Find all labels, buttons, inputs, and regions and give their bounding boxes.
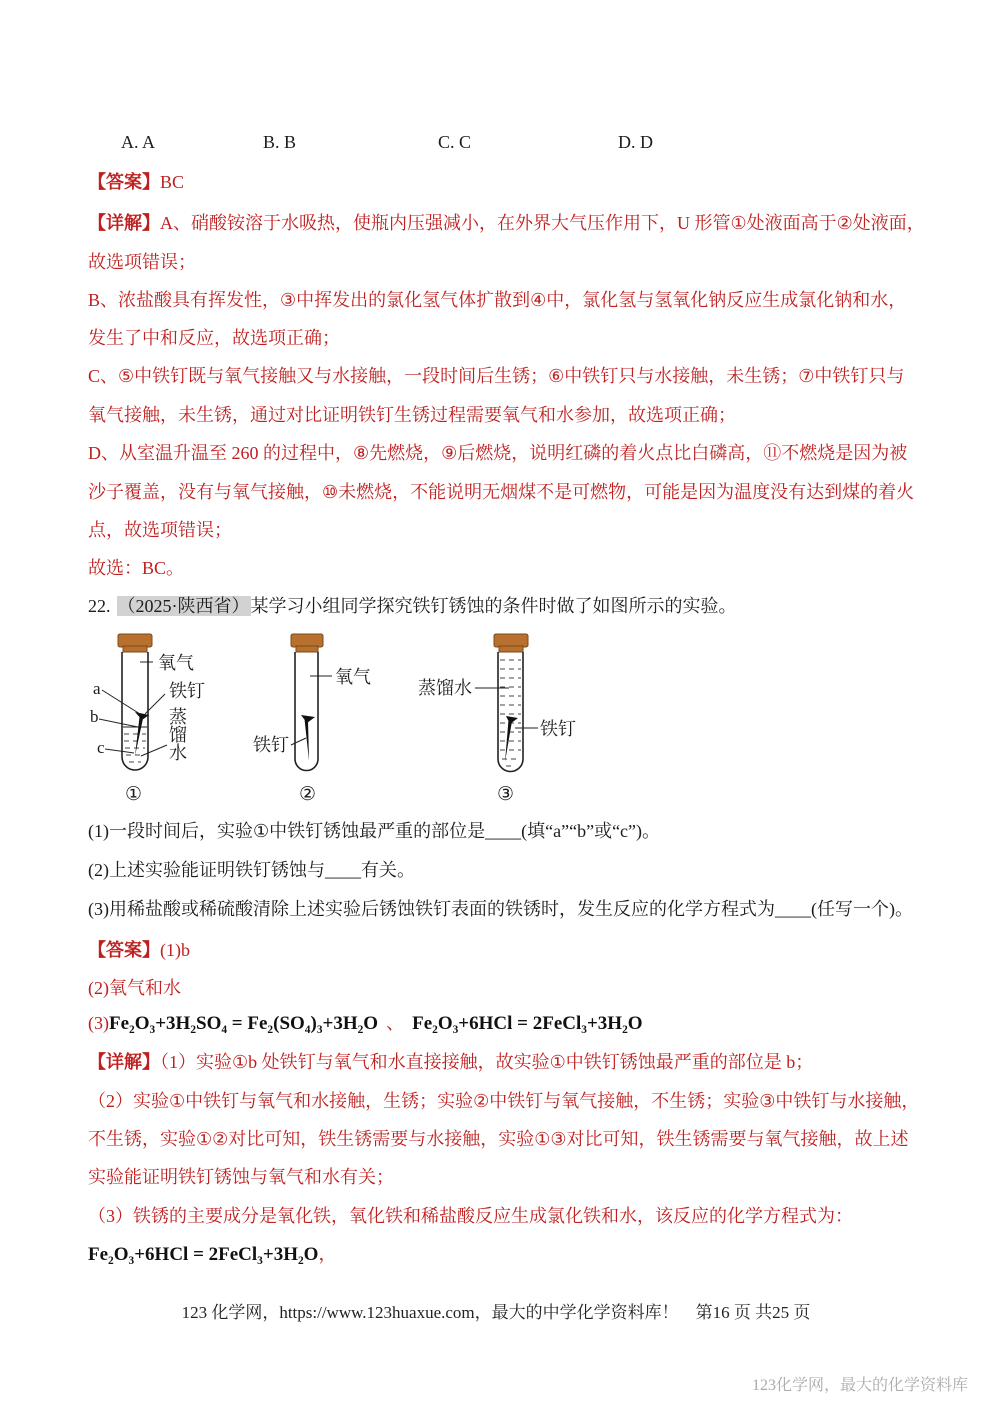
- label-water-1-char1: 蒸: [169, 707, 187, 727]
- q21-conclusion-line: 故选：BC。: [88, 558, 185, 578]
- tube-1-caption: ①: [125, 784, 143, 805]
- label-water-1-char2: 馏: [169, 725, 187, 745]
- cork-3-icon: [494, 634, 528, 647]
- detail-text: A、硝酸铵溶于水吸热，使瓶内压强减小，在外界大气压作用下，U 形管①处液面高于②处液面，: [160, 213, 925, 233]
- question-stem: 某学习小组同学探究铁钉锈蚀的条件时做了如图所示的实验。: [250, 596, 737, 616]
- label-water-1-char3: 水: [169, 743, 187, 763]
- q22-answer-line-2: (2)氧气和水: [88, 978, 181, 998]
- q21-detail-line-2: 故选项错误；: [88, 252, 196, 272]
- q21-detail-line-6: 氧气接触，未生锈，通过对比证明铁钉生锈过程需要氧气和水参加，故选项正确；: [88, 405, 736, 425]
- q22-answer-line-1: [88, 939, 190, 961]
- sub-question-3: (3)用稀盐酸或稀硫酸清除上述实验后锈蚀铁钉表面的铁锈时，发生反应的化学方程式为____(任写一个)。: [88, 899, 913, 919]
- sub-question-2: (2)上述实验能证明铁钉锈蚀与____有关。: [88, 860, 415, 880]
- detail-label: 【详解】: [88, 213, 160, 233]
- tube-3-glass: [498, 652, 523, 772]
- cork-1-icon: [118, 634, 152, 647]
- water-dashes-1: [124, 734, 146, 762]
- pointer-c: [105, 749, 134, 753]
- label-water-3: 蒸馏水: [418, 678, 472, 698]
- tube-3-caption: ③: [497, 784, 515, 805]
- test-tube-1: [90, 634, 205, 805]
- label-nail-2: 铁钉: [253, 735, 289, 755]
- pointer-b: [99, 719, 138, 727]
- label-point-b: b: [90, 707, 99, 726]
- q22-answer-line-3: [88, 1012, 643, 1035]
- q22-stem-line: [88, 595, 737, 617]
- cork-2-lip-icon: [296, 646, 318, 652]
- q21-detail-line-3: B、浓盐酸具有挥发性，③中挥发出的氯化氢气体扩散到④中，氯化氢与氢氧化钠反应生成氯化钠和水，: [88, 290, 907, 310]
- label-oxygen-2: 氧气: [335, 667, 371, 687]
- q22-detail-line-2: （2）实验①中铁钉与氧气和水接触，生锈；实验②中铁钉与氧气接触，不生锈；实验③中铁钉与水接触，: [88, 1091, 920, 1111]
- q21-detail-line-8: 沙子覆盖，没有与氧气接触，⑩未燃烧，不能说明无烟煤不是可燃物，可能是因为温度没有达到煤的着火: [88, 482, 915, 502]
- water-dashes-3: [500, 660, 521, 766]
- option-c: C. C: [438, 132, 472, 152]
- label-nail-3: 铁钉: [540, 719, 576, 739]
- q21-answer-line: [88, 171, 184, 193]
- experiment-diagram: [85, 630, 605, 820]
- q21-detail-line-1: [88, 212, 925, 234]
- pointer-water-1: [141, 745, 167, 756]
- q22-detail-line-4: 实验能证明铁钉锈蚀与氧气和水有关；: [88, 1167, 394, 1187]
- answer-label: 【答案】: [88, 172, 160, 192]
- answer-1-value: (1)b: [160, 940, 190, 960]
- label-point-c: c: [97, 738, 105, 757]
- chem-equation-1: Fe₂O₃+3H₂SO₄ = Fe₂(SO₄)₃+3H₂O: [109, 1013, 379, 1034]
- equation-separator: 、: [386, 1013, 405, 1033]
- chem-equation-final: Fe₂O₃+6HCl = 2FeCl₃+3H₂O: [88, 1244, 319, 1265]
- answer-3-prefix: (3): [88, 1013, 109, 1033]
- tube-2-glass: [295, 652, 318, 771]
- test-tube-3: [418, 634, 576, 805]
- test-tube-2: [253, 634, 371, 805]
- label-point-a: a: [93, 679, 101, 698]
- pointer-nail-2: [291, 738, 306, 745]
- answer-label: 【答案】: [88, 940, 160, 960]
- q21-detail-line-9: 点，故选项错误；: [88, 520, 232, 540]
- cork-1-lip-icon: [123, 646, 147, 652]
- cork-2-icon: [291, 634, 323, 647]
- detail-label: 【详解】: [88, 1052, 160, 1072]
- pointer-a: [102, 690, 140, 714]
- iron-nail-2-icon: [301, 715, 315, 761]
- option-d: D. D: [618, 132, 653, 152]
- sub-question-1: (1)一段时间后，实验①中铁钉锈蚀最严重的部位是____(填“a”“b”或“c”)。: [88, 821, 661, 841]
- label-nail-1: 铁钉: [169, 681, 205, 701]
- option-b: B. B: [263, 132, 297, 152]
- option-a: A. A: [121, 132, 156, 152]
- question-source-badge: （2025·陕西省）: [117, 596, 250, 616]
- q22-detail-line-3: 不生锈，实验①②对比可知，铁生锈需要与水接触，实验①③对比可知，铁生锈需要与氧气接触，故上述: [88, 1129, 909, 1149]
- answer-value: BC: [160, 172, 185, 192]
- q22-final-formula-line: [88, 1243, 336, 1266]
- site-watermark: 123化学网，最大的化学资料库: [751, 1377, 968, 1394]
- q21-detail-line-5: C、⑤中铁钉既与氧气接触又与水接触，一段时间后生锈；⑥中铁钉只与水接触，未生锈；⑦中铁钉只与: [88, 366, 905, 386]
- iron-nail-3-icon: [505, 716, 518, 762]
- q21-detail-line-7: D、从室温升温至 260 的过程中，⑧先燃烧，⑨后燃烧，说明红磷的着火点比白磷高，⑪不燃烧是因为被: [88, 443, 908, 463]
- detail-text: （1）实验①b 处铁钉与氧气和水直接接触，故实验①中铁钉锈蚀最严重的部位是 b；: [160, 1052, 814, 1072]
- q22-detail-line-5: （3）铁锈的主要成分是氧化铁，氧化铁和稀盐酸反应生成氯化铁和水，该反应的化学方程式为：: [88, 1206, 853, 1226]
- page-footer: 123 化学网，https://www.123huaxue.com，最大的中学化学资料库！ 第16 页 共25 页: [181, 1303, 811, 1322]
- label-oxygen-1: 氧气: [158, 653, 194, 673]
- question-number: 22.: [88, 596, 111, 616]
- tube-2-caption: ②: [299, 784, 317, 805]
- q21-detail-line-4: 发生了中和反应，故选项正确；: [88, 328, 340, 348]
- q22-detail-line-1: [88, 1051, 813, 1073]
- chem-equation-2: Fe₂O₃+6HCl = 2FeCl₃+3H₂O: [412, 1013, 643, 1034]
- final-comma: ，: [318, 1244, 337, 1264]
- cork-3-lip-icon: [499, 646, 523, 652]
